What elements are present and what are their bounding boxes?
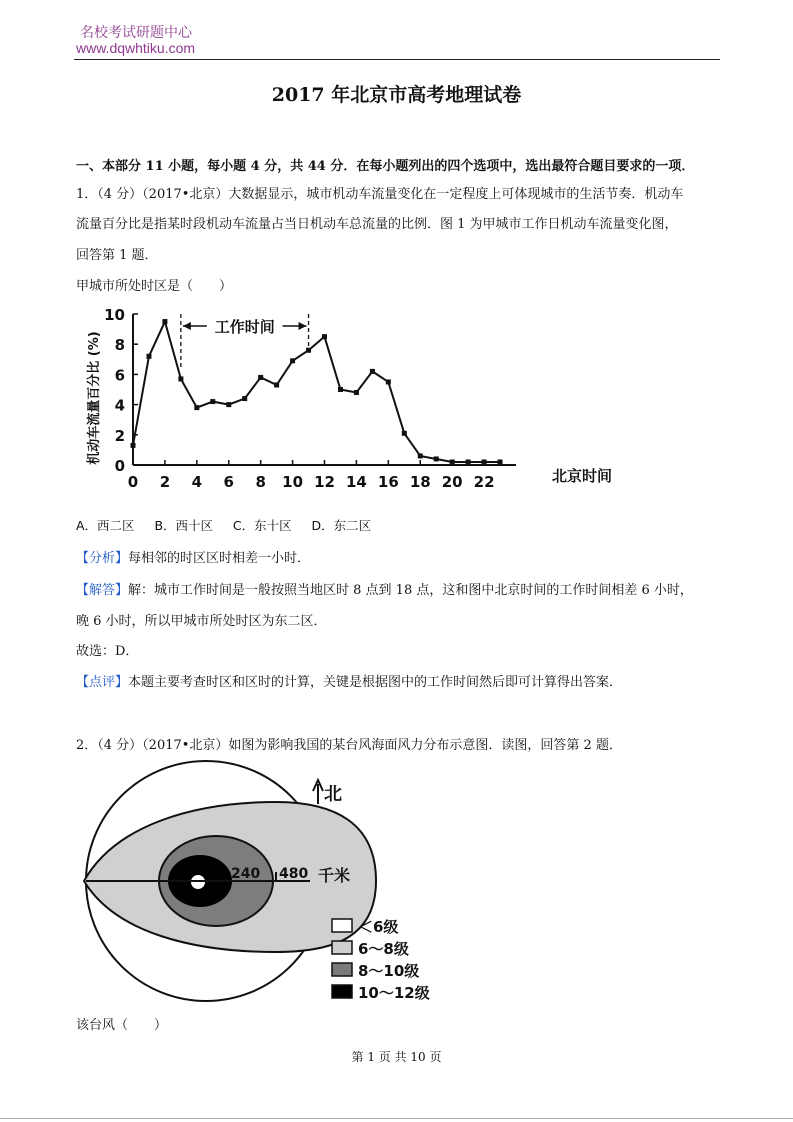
data-point	[418, 453, 423, 458]
data-point	[338, 387, 343, 392]
work-arrowhead-right	[299, 322, 307, 330]
answer-text-1: 解：城市工作时间是一般按照当地区时 8 点到 18 点，这和图中北京时间的工作时间相差 6 小时，	[128, 583, 693, 598]
legend-label: 8～10级	[358, 962, 420, 980]
data-point	[482, 459, 487, 464]
y-tick-label: 4	[114, 396, 125, 415]
legend-swatch	[332, 985, 352, 998]
data-point	[466, 459, 471, 464]
data-point	[210, 399, 215, 404]
data-point	[131, 443, 136, 448]
header-site[interactable]: www.dqwhtiku.com	[76, 40, 196, 56]
data-point	[274, 382, 279, 387]
data-point	[290, 358, 295, 363]
data-point	[322, 334, 327, 339]
chart-ylabel: 机动车流量百分比 (%)	[87, 331, 102, 465]
q1-options	[76, 511, 726, 541]
q1-stem-line3: 回答第 1 题．	[76, 248, 158, 263]
y-tick-label: 0	[114, 457, 125, 475]
chart-xlabel: 北京时间	[552, 467, 613, 485]
y-tick-label: 10	[104, 306, 125, 324]
answer-tag: 【解答】	[76, 583, 129, 598]
data-point	[354, 390, 359, 395]
x-tick-label: 12	[314, 473, 335, 491]
traffic-line-chart	[76, 300, 613, 500]
bottom-divider	[0, 1118, 793, 1119]
q1-answer-line2: 晚 6 小时，所以甲城市所处时区为东二区．	[76, 614, 327, 629]
legend-label: ＜6级	[358, 918, 399, 936]
legend-swatch	[332, 941, 352, 954]
x-tick-label: 10	[282, 473, 304, 491]
legend-label: 10～12级	[358, 984, 430, 1002]
distance-240: 240	[231, 866, 261, 882]
page-footer: 第 1 页 共 10 页	[351, 1050, 442, 1064]
typhoon-diagram	[76, 764, 456, 1019]
q1-analysis	[76, 544, 726, 574]
work-time-label: 工作时间	[214, 318, 275, 336]
legend-label: 6～8级	[358, 940, 409, 958]
q1-answer-line1	[76, 576, 726, 606]
distance-unit: 千米	[318, 866, 351, 885]
data-point	[146, 354, 151, 359]
x-tick-label: 16	[377, 473, 399, 491]
distance-480: 480	[279, 866, 309, 882]
option-b[interactable]: B．西十区	[154, 518, 214, 533]
data-point	[370, 369, 375, 374]
data-point	[434, 456, 439, 461]
x-tick-label: 14	[345, 473, 367, 491]
header-divider	[74, 59, 720, 60]
data-point	[194, 405, 199, 410]
option-a[interactable]: A．西二区	[76, 518, 135, 533]
data-point	[402, 431, 407, 436]
q1-comment	[76, 668, 726, 698]
page-title: 2017 年北京市高考地理试卷	[271, 84, 522, 106]
x-tick-label: 4	[191, 473, 203, 491]
data-point	[178, 376, 183, 381]
traffic-series-line	[133, 322, 500, 462]
comment-text: 本题主要考查时区和区时的计算，关键是根据图中的工作时间然后即可计算得出答案．	[128, 675, 623, 690]
legend-swatch	[332, 919, 352, 932]
x-tick-label: 20	[441, 473, 463, 491]
option-c[interactable]: C．东十区	[232, 518, 292, 533]
q1-question: 甲城市所处时区是（ ）	[76, 279, 233, 294]
q2-stem: 2．（4 分）（2017•北京）如图为影响我国的某台风海面风力分布示意图．读图，回答第 2 题．	[76, 738, 622, 753]
x-tick-label: 0	[127, 473, 139, 491]
x-tick-label: 8	[255, 473, 266, 491]
work-arrowhead-left	[183, 322, 191, 330]
data-point	[450, 459, 455, 464]
y-tick-label: 6	[114, 366, 125, 385]
data-point	[498, 459, 503, 464]
q2-question: 该台风（ ）	[76, 1018, 168, 1033]
analysis-text: 每相邻的时区区时相差一小时．	[128, 551, 311, 566]
data-point	[162, 319, 167, 324]
header-school: 名校考试研题中心	[80, 25, 192, 41]
option-d[interactable]: D．东二区	[311, 518, 372, 533]
analysis-tag: 【分析】	[76, 551, 129, 566]
x-tick-label: 2	[159, 473, 171, 491]
y-tick-label: 2	[114, 426, 125, 445]
data-point	[386, 379, 391, 384]
x-tick-label: 18	[409, 473, 431, 491]
data-point	[258, 375, 263, 380]
q1-stem-line1: 1．（4 分）（2017•北京）大数据显示，城市机动车流量变化在一定程度上可体现城市的生活节奏．机动车	[76, 187, 684, 202]
north-label: 北	[324, 784, 342, 805]
q1-choice: 故选：D．	[76, 644, 139, 659]
x-tick-label: 6	[223, 473, 234, 491]
section-heading: 一、本部分 11 小题，每小题 4 分，共 44 分．在每小题列出的四个选项中，选出最符合题目要求的一项．	[76, 159, 695, 174]
legend-swatch	[332, 963, 352, 976]
y-tick-label: 8	[114, 336, 125, 355]
q1-stem-line2: 流量百分比是指某时段机动车流量占当日机动车总流量的比例．图 1 为甲城市工作日机动车流量变化图，	[76, 217, 678, 232]
wind-legend	[332, 918, 430, 1002]
x-tick-label: 22	[473, 473, 495, 491]
data-point	[306, 348, 311, 353]
data-point	[242, 396, 247, 401]
data-point	[226, 402, 231, 407]
north-arrow	[313, 780, 323, 804]
comment-tag: 【点评】	[76, 675, 129, 690]
